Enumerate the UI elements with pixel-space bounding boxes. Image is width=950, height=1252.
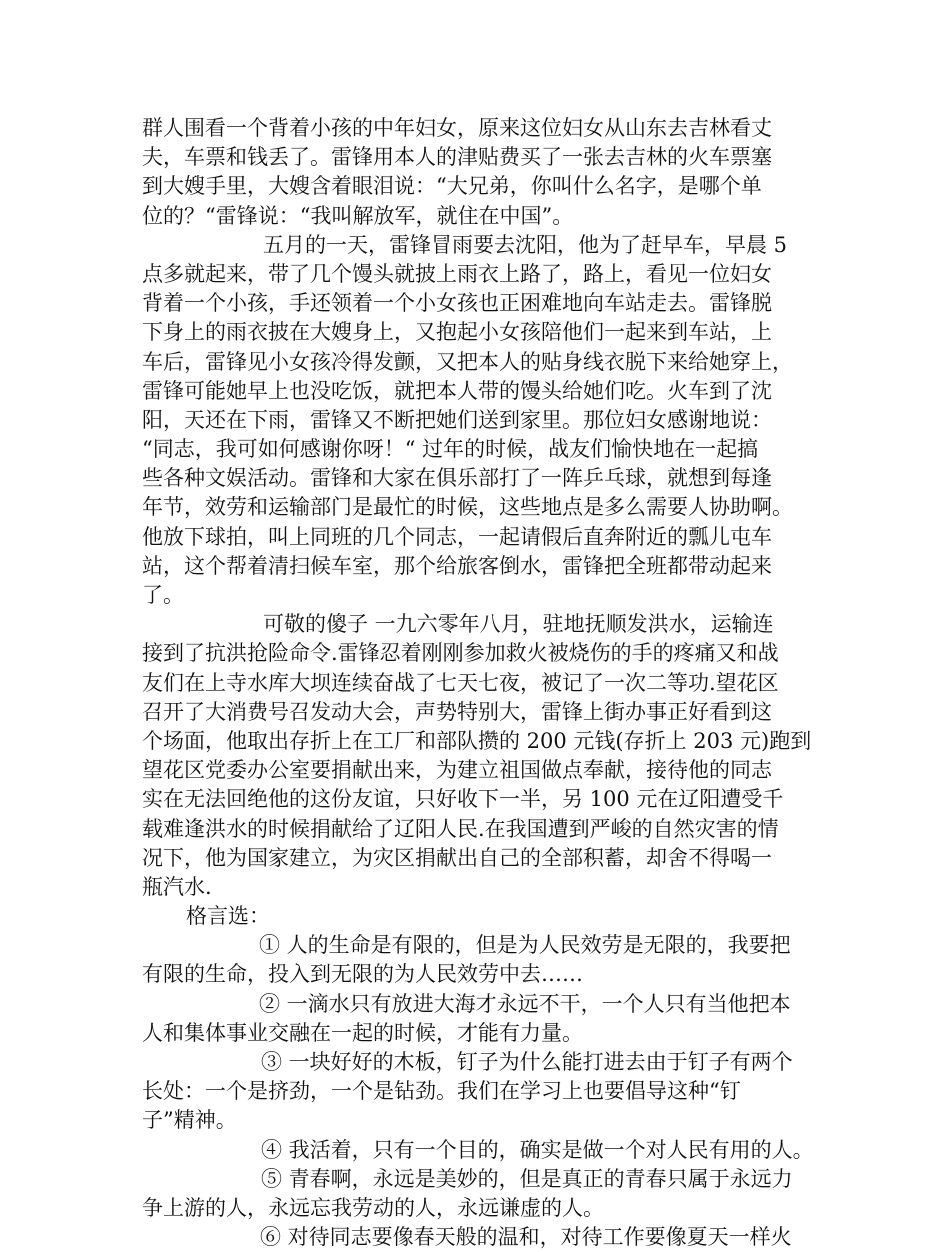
text-line: 下身上的雨衣披在大嫂身上，又抱起小女孩陪他们一起来到车站，上 [142, 320, 772, 345]
body-text [142, 114, 822, 1252]
text-line: 实在无法回绝他的这份友谊，只好收下一半，另 100 元在辽阳遭受千 [142, 787, 784, 812]
text-line: 可敬的傻子 一九六零年八月，驻地抚顺发洪水，运输连 [263, 612, 774, 637]
text-line: ⑥ 对待同志要像春天般的温和，对待工作要像夏天一样火 [260, 1225, 792, 1250]
text-line: 车后，雷锋见小女孩冷得发颤，又把本人的贴身线衣脱下来给她穿上， [142, 349, 793, 374]
text-line: 站，这个帮着清扫候车室，那个给旅客倒水，雷锋把全班都带动起来 [142, 553, 772, 578]
text-line: 位的？“雷锋说：“我叫解放军，就住在中国”。 [142, 203, 574, 228]
text-line: ⑤ 青春啊，永远是美妙的，但是真正的青春只属于永远力 [261, 1166, 793, 1191]
text-line: 有限的生命，投入到无限的为人民效劳中去…… [142, 962, 583, 987]
section-heading: 格言选： [186, 904, 270, 929]
text-line: 友们在上寺水库大坝连续奋战了七天七夜，被记了一次二等功.望花区 [142, 670, 779, 695]
text-line: ④ 我活着，只有一个目的，确实是做一个对人民有用的人。 [261, 1137, 814, 1162]
text-line: 个场面，他取出存折上在工厂和部队攒的 200 元钱(存折上 203 元)跑到 [142, 728, 812, 753]
text-line: ② 一滴水只有放进大海才永远不干，一个人只有当他把本 [259, 991, 791, 1016]
text-line: 群人围看一个背着小孩的中年妇女，原来这位妇女从山东去吉林看丈 [142, 116, 772, 140]
text-line: 背着一个小孩，手还领着一个小女孩也正困难地向车站走去。雷锋脱 [142, 291, 772, 316]
text-line: 人和集体事业交融在一起的时候，才能有力量。 [142, 1020, 583, 1045]
text-line: 他放下球拍，叫上同班的几个同志，一起请假后直奔附近的瓢儿屯车 [142, 524, 772, 549]
text-line: 了。 [142, 583, 184, 607]
text-line: 年节，效劳和运输部门是最忙的时候，这些地点是多么需要人协助啊。 [142, 495, 793, 520]
text-line: 夫，车票和钱丢了。雷锋用本人的津贴费买了一张去吉林的火车票塞 [142, 145, 772, 170]
text-line: 五月的一天，雷锋冒雨要去沈阳，他为了赶早车，早晨 5 [263, 232, 788, 257]
text-line: 些各种文娱活动。雷锋和大家在俱乐部打了一阵乒乓球，就想到每逢 [142, 466, 772, 491]
text-line: 点多就起来，带了几个馒头就披上雨衣上路了，路上，看见一位妇女 [142, 261, 772, 286]
text-line: 瓶汽水. [142, 874, 212, 899]
text-line: 召开了大消费号召发动大会，声势特别大，雷锋上街办事正好看到这 [142, 699, 772, 724]
text-line: 载难逢洪水的时候捐献给了辽阳人民.在我国遭到严峻的自然灾害的情 [142, 816, 779, 841]
text-line: 长处：一个是挤劲，一个是钻劲。我们在学习上也要倡导这种“钉 [142, 1079, 741, 1104]
text-line: 雷锋可能她早上也没吃饭，就把本人带的馒头给她们吃。火车到了沈 [142, 378, 772, 403]
text-line: 到大嫂手里，大嫂含着眼泪说：“大兄弟，你叫什么名字，是哪个单 [142, 174, 762, 199]
text-line: 子”精神。 [142, 1108, 237, 1133]
text-line: “同志，我可如何感谢你呀！“ 过年的时候，战友们愉快地在一起搞 [142, 437, 759, 462]
text-line: ③ 一块好好的木板，钉子为什么能打进去由于钉子有两个 [261, 1050, 793, 1074]
text-line: 争上游的人，永远忘我劳动的人，永远谦虚的人。 [142, 1195, 604, 1220]
text-line: 阳，天还在下雨，雷锋又不断把她们送到家里。那位妇女感谢地说： [142, 407, 772, 432]
text-line: 望花区党委办公室要捐献出来，为建立祖国做点奉献，接待他的同志 [142, 758, 772, 783]
text-line: 况下，他为国家建立，为灾区捐献出自己的全部积蓄，却舍不得喝一 [142, 845, 772, 870]
text-line: 接到了抗洪抢险命令.雷锋忍着刚刚参加救火被烧伤的手的疼痛又和战 [142, 641, 779, 666]
text-line: ① 人的生命是有限的，但是为人民效劳是无限的，我要把 [259, 933, 791, 958]
